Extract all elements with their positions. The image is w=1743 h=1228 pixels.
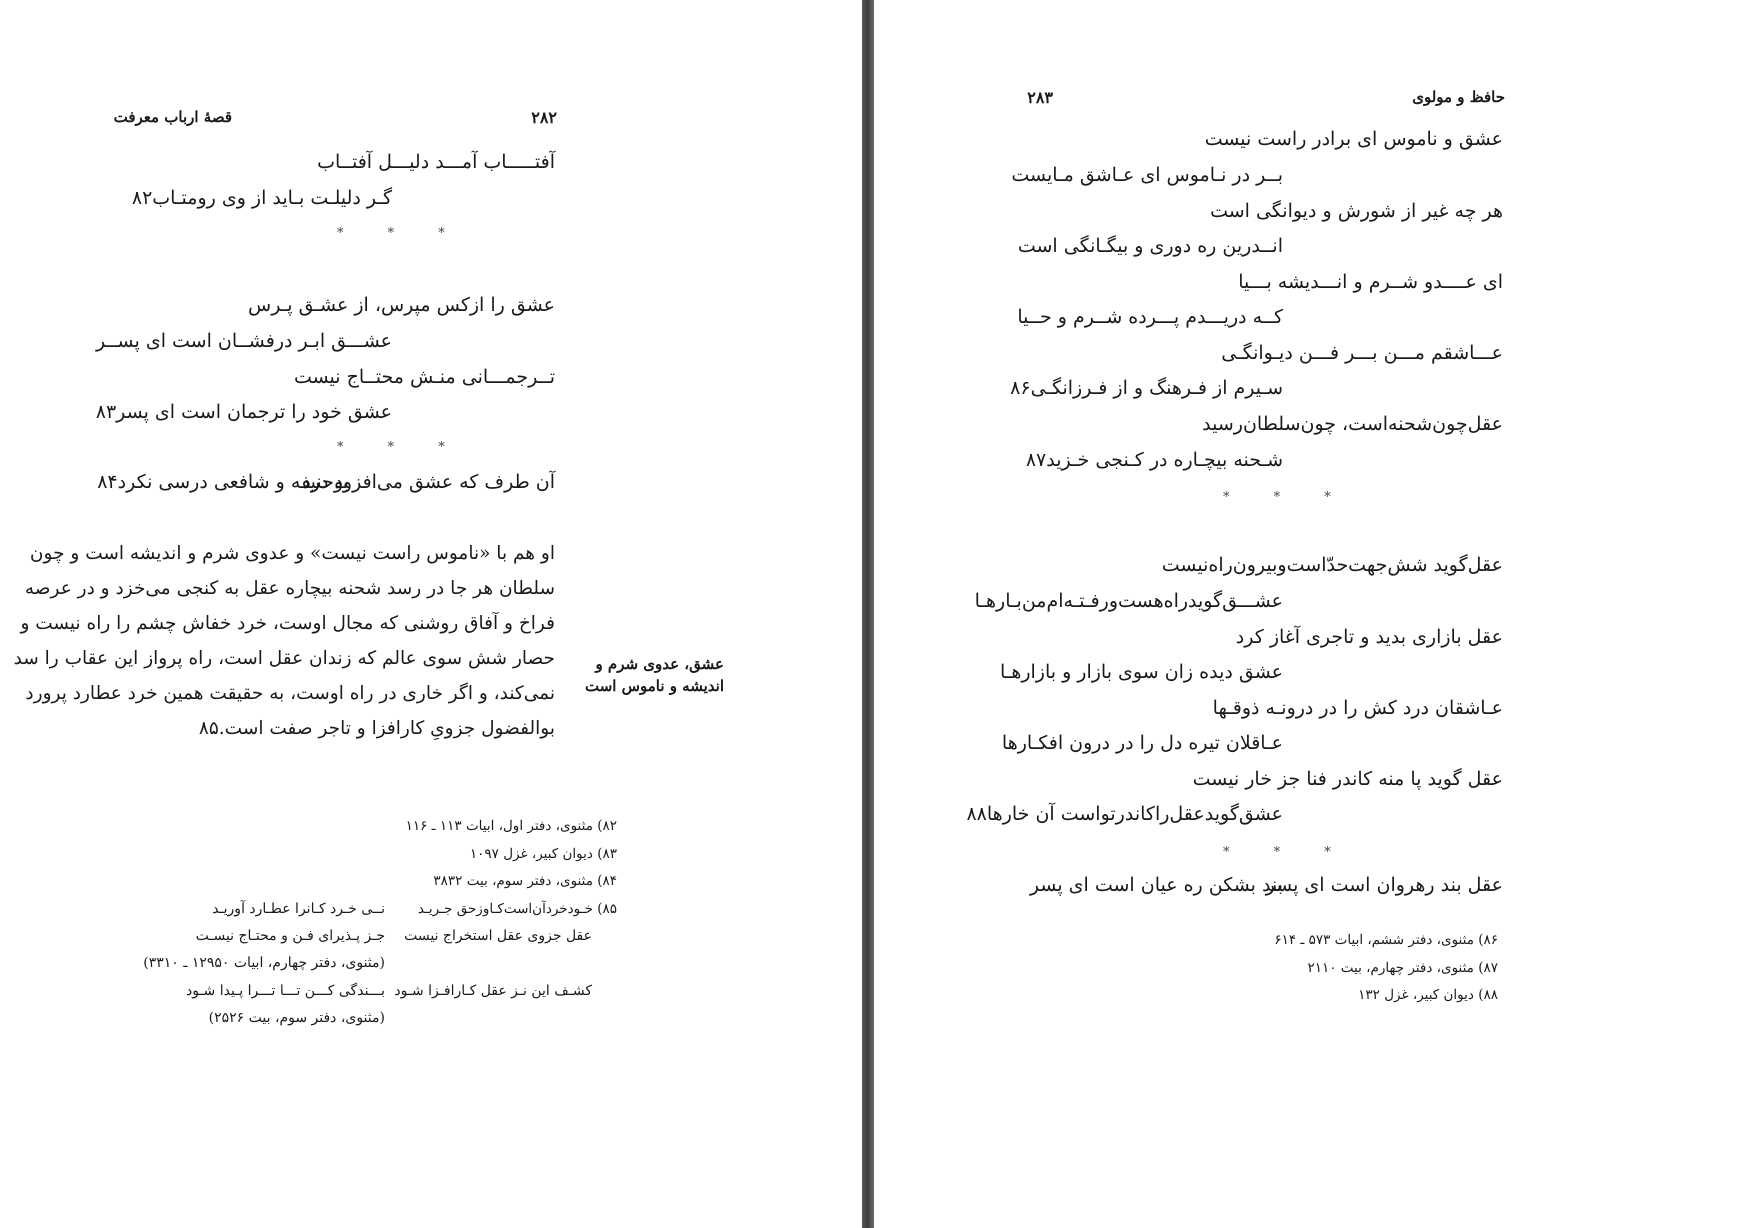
book-gutter [862, 0, 874, 1228]
verse-line: عشق‌گویدعقل‌راکاندرتواست آن خارها۸۸ [966, 803, 1283, 825]
footnote: ۸۳) دیوان کبیر، غزل ۱۰۹۷ [469, 846, 617, 862]
page-number-right: ۲۸۳ [1027, 88, 1053, 107]
verse-line: عقل گوید پا منه کاندر فنا جز خار نیست [1192, 768, 1503, 790]
prose-line: حصار شش سوی عالم که زندان عقل است، راه پرواز این عقاب را سد [13, 648, 555, 669]
verse-line: عقل‌گوید شش‌جهت‌حدّاست‌وبیرون‌راه‌نیست [1161, 554, 1503, 576]
verse-line: انــدرین ره دوری و بیگـانگی است [1017, 235, 1283, 257]
footnote: ۸۴) مثنوی، دفتر سوم، بیت ۳۸۳۲ [433, 873, 617, 889]
section-divider-stars: * * * [337, 226, 465, 241]
prose-line: بوالفضول جزویِ کارافزا و تاجر صفت است.۸۵ [198, 718, 555, 739]
verse-line: عقل بازاری بدید و تاجری آغاز کرد [1235, 626, 1503, 648]
verse-line: عشـــق‌گویدراه‌هست‌ورفـتـه‌ام‌من‌بـارهـا [974, 590, 1283, 612]
verse-line: سـیرم از فـرهنگ و از فـرزانگـی۸۶ [1010, 377, 1283, 399]
section-divider-stars: * * * [1223, 845, 1351, 860]
verse-line: عـــاشقم مـــن بـــر فـــن دیـوانگـی [1221, 342, 1503, 364]
verse-line: آن طرف که عشق می‌افزود درد [302, 471, 555, 493]
footnote-verse: نــی خـرد کـانرا عطـارد آوریـد [212, 901, 385, 917]
verse-line: عـاشقان درد کش را در درونـه ذوقـها [1212, 697, 1503, 719]
right-page [874, 0, 1743, 1228]
verse-line: عقل بند رهروان است ای پسر [1265, 874, 1503, 896]
verse-line: عقل‌چون‌شحنه‌است، چون‌سلطان‌رسید [1202, 413, 1503, 435]
footnote: ۸۶) مثنوی، دفتر ششم، ابیات ۵۷۳ ـ ۶۱۴ [1274, 932, 1498, 948]
verse-line: گـر دلیلـت بـاید از وی رومتـاب۸۲ [131, 187, 392, 209]
prose-line: فراخ و آفاق روشنی که مجال اوست، خرد خفاش چشم را راه نیست و [20, 613, 555, 634]
section-divider-stars: * * * [1223, 490, 1351, 505]
footnote-citation: (مثنوی، دفتر سوم، بیت ۲۵۲۶) [208, 1010, 385, 1026]
prose-line: او هم با «ناموس راست نیست» و عدوی شرم و اندیشه است و چون [29, 543, 555, 564]
page-number-left: ۲۸۲ [531, 108, 557, 127]
verse-line: عشق دیده زان سوی بازار و بازارهـا [999, 661, 1283, 683]
verse-line: عشق خود را ترجمان است ای پسر۸۳ [95, 401, 392, 423]
running-header-left: قصهٔ ارباب معرفت [113, 108, 232, 126]
footnote-verse: عقل جزوی عقل استخراج نیست [404, 928, 592, 944]
section-divider-stars: * * * [337, 440, 465, 455]
verse-line: عشـــق ابـر درفشــان است ای پســر [95, 330, 392, 352]
running-header-right: حافظ و مولوی [1412, 88, 1505, 106]
footnote-citation: (مثنوی، دفتر چهارم، ابیات ۱۲۹۵۰ ـ ۳۳۱۰) [143, 955, 385, 971]
verse-line: عشق و ناموس ای برادر راست نیست [1204, 128, 1503, 150]
verse-line: بوحنیفه و شافعی درسی نکرد۸۴ [97, 471, 349, 493]
prose-line: نمی‌کند، و اگر خاری در راه اوست، به حقیقت همین خرد عطارد پرورد [25, 683, 555, 704]
footnote-verse: جـز پـذیرای فـن و محتـاج نیسـت [195, 928, 385, 944]
verse-line: ای عــــدو شــرم و انـــدیشه بـــیا [1238, 271, 1503, 293]
verse-line: عـاقلان تیره دل را در درون افکـارها [1001, 732, 1283, 754]
footnote-verse: کشـف این نـز عقل کـارافـزا شـود [394, 983, 592, 999]
footnote-verse: بـــندگی کـــن تـــا تـــرا پـیدا شـود [185, 983, 385, 999]
verse-line: کــه دریـــدم پـــرده شــرم و حــیا [1017, 306, 1283, 328]
verse-line: هر چه غیر از شورش و دیوانگی است [1210, 200, 1503, 222]
footnote: ۸۷) مثنوی، دفتر چهارم، بیت ۲۱۱۰ [1307, 960, 1498, 976]
left-page [0, 0, 862, 1228]
footnote: ۸۸) دیوان کبیر، غزل ۱۳۲ [1358, 987, 1498, 1003]
verse-line: بــر در نـاموس ای عـاشق مـایست [1011, 164, 1283, 186]
footnote: ۸۲) مثنوی، دفتر اول، ابیات ۱۱۳ ـ ۱۱۶ [405, 818, 617, 834]
verse-line: آفتـــــاب آمـــد دلیـــل آفتــاب [317, 151, 555, 173]
prose-line: سلطان هر جا در رسد شحنه بیچاره عقل به کنجی می‌خزد و در عرصه [24, 578, 555, 599]
verse-line: تــرجمـــانی منـش محتــاج نیست [293, 366, 555, 388]
verse-line: بند بشکن ره عیان است ای پسر [1029, 874, 1283, 896]
verse-line: شـحنه بیچـاره در کـنجی خـزید۸۷ [1025, 449, 1283, 471]
footnote: ۸۵) خـودخردآن‌است‌کـاوزحق جـریـد [417, 901, 617, 917]
verse-line: عشق را ازکس مپرس، از عشـق پـرس [248, 294, 555, 316]
margin-note: عشق، عدوی شرم و اندیشه و ناموس است [584, 655, 724, 695]
